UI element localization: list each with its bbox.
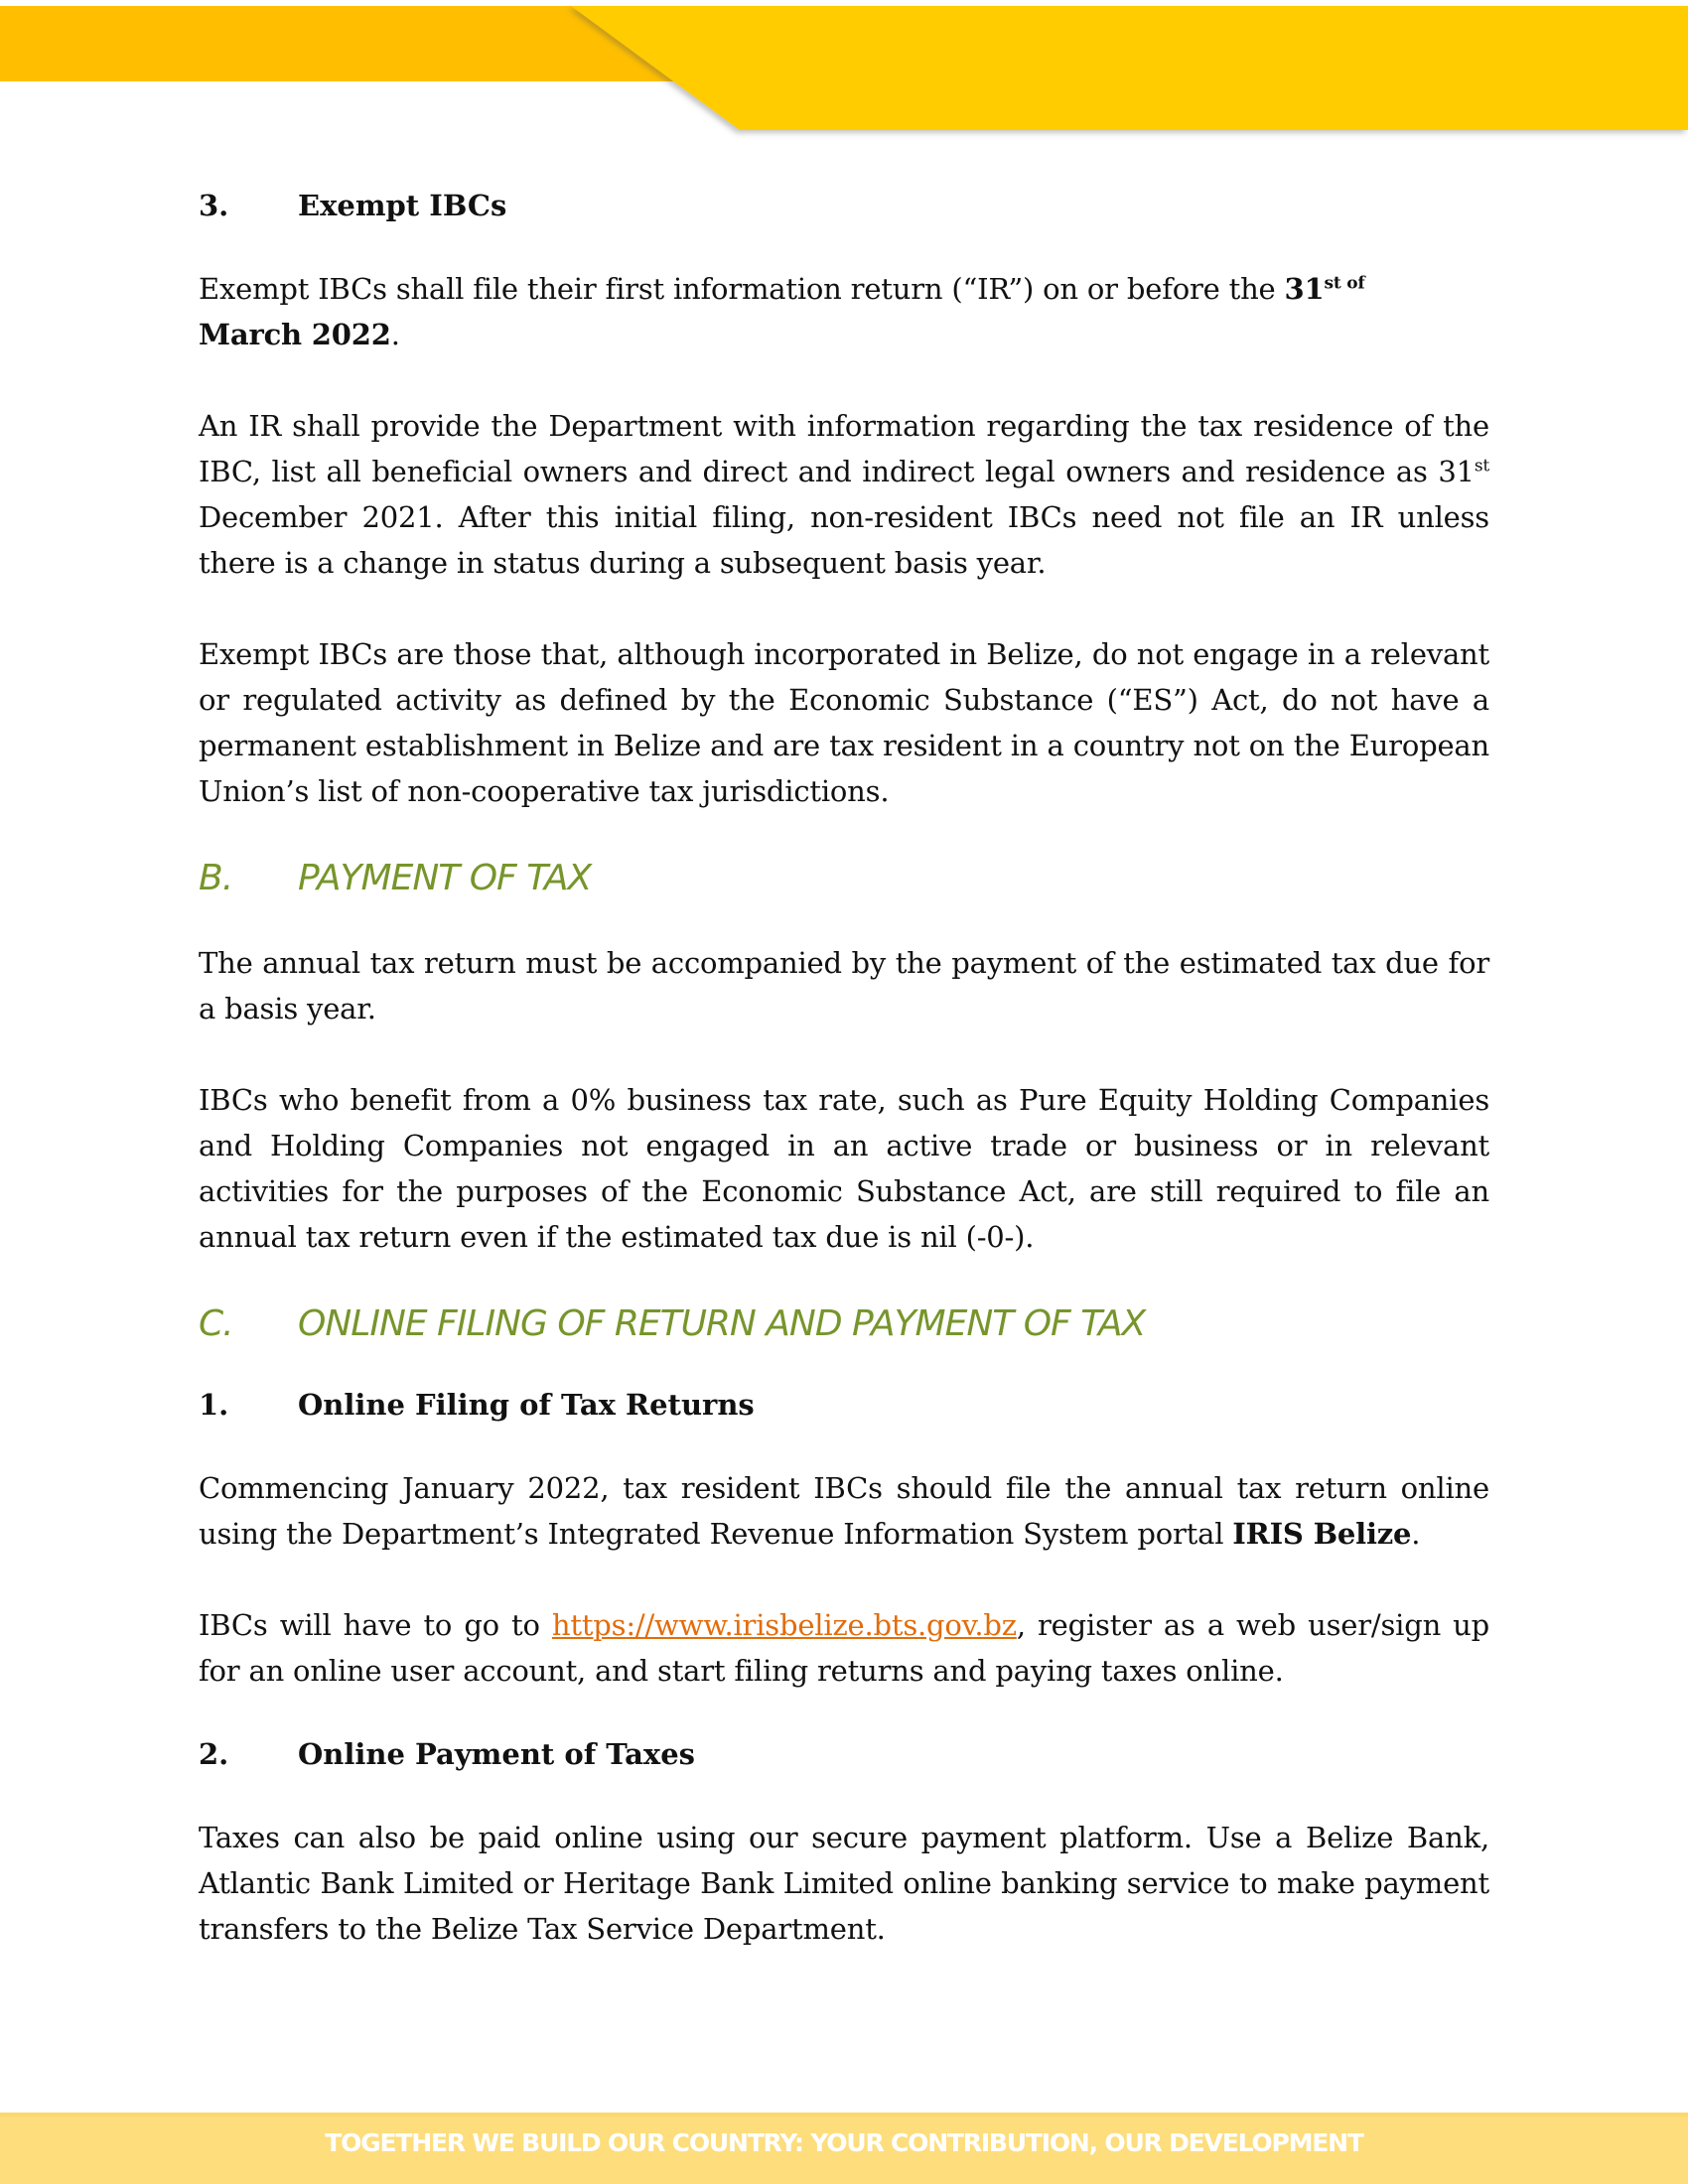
iris-belize-link[interactable]: https://www.irisbelize.bts.gov.bz	[551, 1608, 1017, 1642]
subsection-title: Online Filing of Tax Returns	[298, 1388, 755, 1422]
section-letter: C.	[199, 1303, 233, 1344]
footer-slogan: TOGETHER WE BUILD OUR COUNTRY: YOUR CONTRIBUTION, OUR DEVELOPMENT	[325, 2128, 1363, 2157]
subsection-heading-online-filing	[199, 1388, 1489, 1422]
paragraph-zero-rate: IBCs who benefit from a 0% business tax rate, such as Pure Equity Holding Companies and Holding Companies not engaged in an active trade or business or in relevant activities for the purposes of the Economic Substance Act, are still required to file an annual tax return even if the estimated tax due is nil (-0-).	[199, 1083, 1489, 1254]
paragraph-annual-return: The annual tax return must be accompanied by the payment of the estimated tax due for a basis year.	[199, 946, 1489, 1025]
bold-date: 31	[1284, 272, 1325, 306]
paragraph-exempt-definition: Exempt IBCs are those that, although incorporated in Belize, do not engage in a relevant or regulated activity as defined by the Economic Substance (“ES”) Act, do not have a permanent establishment in Belize and are tax resident in a country not on the European Union’s list of non-cooperative tax jurisdictions.	[199, 637, 1489, 808]
section-title: PAYMENT OF TAX	[298, 858, 592, 898]
subsection-title: Online Payment of Taxes	[298, 1737, 695, 1771]
header-banner	[0, 0, 1688, 139]
subsection-number: 1.	[199, 1388, 229, 1422]
paragraph-register	[199, 1602, 1489, 1694]
section-heading-online-filing	[199, 1303, 1489, 1344]
superscript: st of	[1324, 273, 1365, 294]
section-title: ONLINE FILING OF RETURN AND PAYMENT OF TAX	[298, 1303, 1146, 1344]
document-body	[199, 189, 1489, 1952]
paragraph-online-payment: Taxes can also be paid online using our secure payment platform. Use a Belize Bank, Atlantic Bank Limited or Heritage Bank Limited online banking service to make payment transfers to the Belize Tax Service Department.	[199, 1821, 1489, 1946]
bold-date: March 2022	[199, 318, 391, 351]
text: .	[1411, 1517, 1421, 1551]
bold-portal-name: IRIS Belize	[1232, 1517, 1412, 1551]
text: December 2021. After this initial filing, non-resident IBCs need not file an IR unless there is a change in status during a subsequent basis year.	[199, 500, 1489, 580]
header-right-band	[571, 6, 1688, 130]
text: , register as a web user/sign up for an online user account, and start filing returns and paying taxes online.	[199, 1608, 1490, 1688]
subsection-number: 2.	[199, 1737, 229, 1771]
superscript: st	[1474, 456, 1489, 477]
text: Commencing January 2022, tax resident IBCs should file the annual tax return online using the Department’s Integrated Revenue Information System portal	[199, 1471, 1489, 1551]
paragraph-first-ir	[199, 266, 1489, 357]
paragraph-ir-info	[199, 403, 1489, 586]
text: An IR shall provide the Department with information regarding the tax residence of the IBC, list all beneficial owners and direct and indirect legal owners and residence as 31	[199, 409, 1489, 488]
section-letter: B.	[199, 858, 233, 898]
text: .	[390, 318, 400, 351]
subsection-title: Exempt IBCs	[298, 189, 507, 222]
section-heading-payment-of-tax	[199, 858, 1489, 898]
subsection-heading-exempt-ibcs	[199, 189, 1489, 222]
footer-band	[0, 2113, 1688, 2184]
subsection-heading-online-payment	[199, 1737, 1489, 1771]
text: Exempt IBCs shall file their first information return (“IR”) on or before the	[199, 272, 1285, 306]
text: IBCs will have to go to	[199, 1608, 552, 1642]
paragraph-commencing	[199, 1465, 1489, 1557]
subsection-number: 3.	[199, 189, 229, 222]
